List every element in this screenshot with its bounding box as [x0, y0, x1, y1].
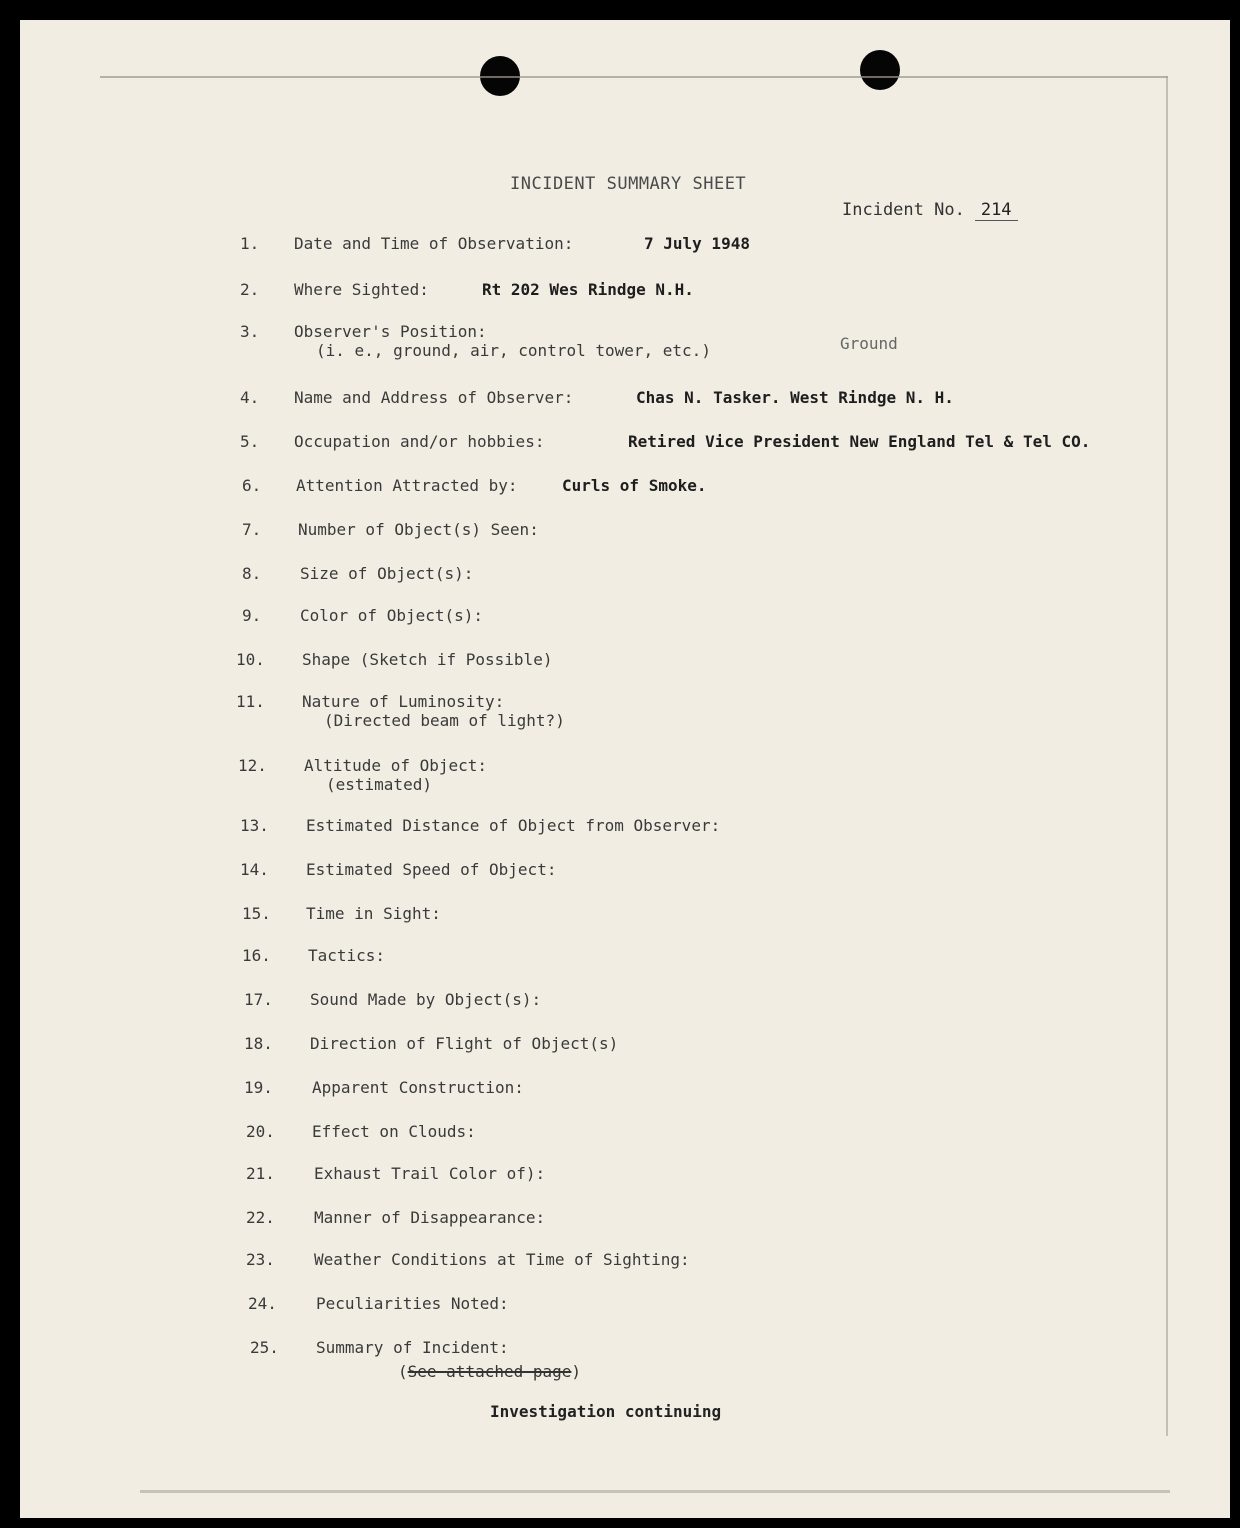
item-label: Manner of Disappearance: — [314, 1208, 546, 1227]
item-answer: 7 July 1948 — [644, 234, 750, 253]
item-answer: Chas N. Tasker. West Rindge N. H. — [636, 388, 954, 407]
item-label: Where Sighted: — [294, 280, 429, 299]
item-number: 25. — [250, 1338, 279, 1357]
item-label: Shape (Sketch if Possible) — [302, 650, 553, 669]
summary-paren-close: ) — [571, 1362, 582, 1381]
item-label-main: Nature of Luminosity: — [302, 692, 505, 711]
item-number: 7. — [242, 520, 262, 539]
item-label: Peculiarities Noted: — [316, 1294, 509, 1313]
item-label: Apparent Construction: — [312, 1078, 524, 1097]
incident-number-block — [842, 200, 1018, 221]
item-number: 24. — [248, 1294, 277, 1313]
page-edge-right — [1166, 76, 1168, 1436]
item-number: 21. — [246, 1164, 275, 1183]
investigation-note: Investigation continuing — [490, 1402, 722, 1421]
item-number: 12. — [238, 756, 267, 775]
struck-reference: See attached page — [407, 1362, 572, 1381]
item-label: Name and Address of Observer: — [294, 388, 574, 407]
item-number: 10. — [236, 650, 265, 669]
item-number: 5. — [240, 432, 260, 451]
item-label: Estimated Distance of Object from Observer: — [306, 816, 721, 835]
item-label: Estimated Speed of Object: — [306, 860, 557, 879]
item-number: 11. — [236, 692, 265, 711]
summary-paren-open: ( — [398, 1362, 408, 1381]
item-label: Direction of Flight of Object(s) — [310, 1034, 619, 1053]
item-number: 3. — [240, 322, 260, 341]
item-label: Time in Sight: — [306, 904, 441, 923]
item-label: Exhaust Trail Color of): — [314, 1164, 546, 1183]
item-number: 9. — [242, 606, 262, 625]
item-label — [294, 322, 711, 360]
item-number: 18. — [244, 1034, 273, 1053]
item-number: 17. — [244, 990, 273, 1009]
item-number: 20. — [246, 1122, 275, 1141]
incident-number: 214 — [975, 200, 1018, 221]
item-label: Size of Object(s): — [300, 564, 474, 583]
item-number: 2. — [240, 280, 260, 299]
item-sublabel: (i. e., ground, air, control tower, etc.) — [316, 341, 711, 360]
page-edge-top — [100, 76, 1168, 78]
item-label: Tactics: — [308, 946, 386, 965]
item-number: 14. — [240, 860, 269, 879]
item-label: Sound Made by Object(s): — [310, 990, 542, 1009]
summary-reference — [398, 1362, 581, 1381]
item-answer: Curls of Smoke. — [562, 476, 707, 495]
item-answer: Ground — [840, 334, 898, 353]
item-number: 6. — [242, 476, 262, 495]
item-label: Date and Time of Observation: — [294, 234, 574, 253]
page-edge-bottom — [140, 1490, 1170, 1493]
item-number: 16. — [242, 946, 271, 965]
item-number: 23. — [246, 1250, 275, 1269]
form-title: INCIDENT SUMMARY SHEET — [510, 174, 747, 194]
item-number: 22. — [246, 1208, 275, 1227]
item-label: Color of Object(s): — [300, 606, 484, 625]
item-number: 19. — [244, 1078, 273, 1097]
punch-hole-right — [860, 50, 900, 90]
item-label: Occupation and/or hobbies: — [294, 432, 545, 451]
item-label: Weather Conditions at Time of Sighting: — [314, 1250, 690, 1269]
item-label: Effect on Clouds: — [312, 1122, 476, 1141]
item-label: Attention Attracted by: — [296, 476, 518, 495]
item-sublabel: (Directed beam of light?) — [324, 711, 565, 730]
item-answer: Rt 202 Wes Rindge N.H. — [482, 280, 694, 299]
document-sheet — [20, 20, 1230, 1518]
item-label-main: Observer's Position: — [294, 322, 487, 341]
item-number: 1. — [240, 234, 260, 253]
item-number: 8. — [242, 564, 262, 583]
item-answer: Retired Vice President New England Tel & Tel CO. — [628, 432, 1091, 451]
item-label: Number of Object(s) Seen: — [298, 520, 539, 539]
item-label-main: Altitude of Object: — [304, 756, 488, 775]
item-label: Summary of Incident: — [316, 1338, 509, 1357]
item-sublabel: (estimated) — [326, 775, 432, 794]
item-number: 15. — [242, 904, 271, 923]
item-number: 4. — [240, 388, 260, 407]
incident-label: Incident No. — [842, 200, 965, 220]
item-label — [304, 756, 487, 794]
item-label — [302, 692, 565, 730]
item-number: 13. — [240, 816, 269, 835]
